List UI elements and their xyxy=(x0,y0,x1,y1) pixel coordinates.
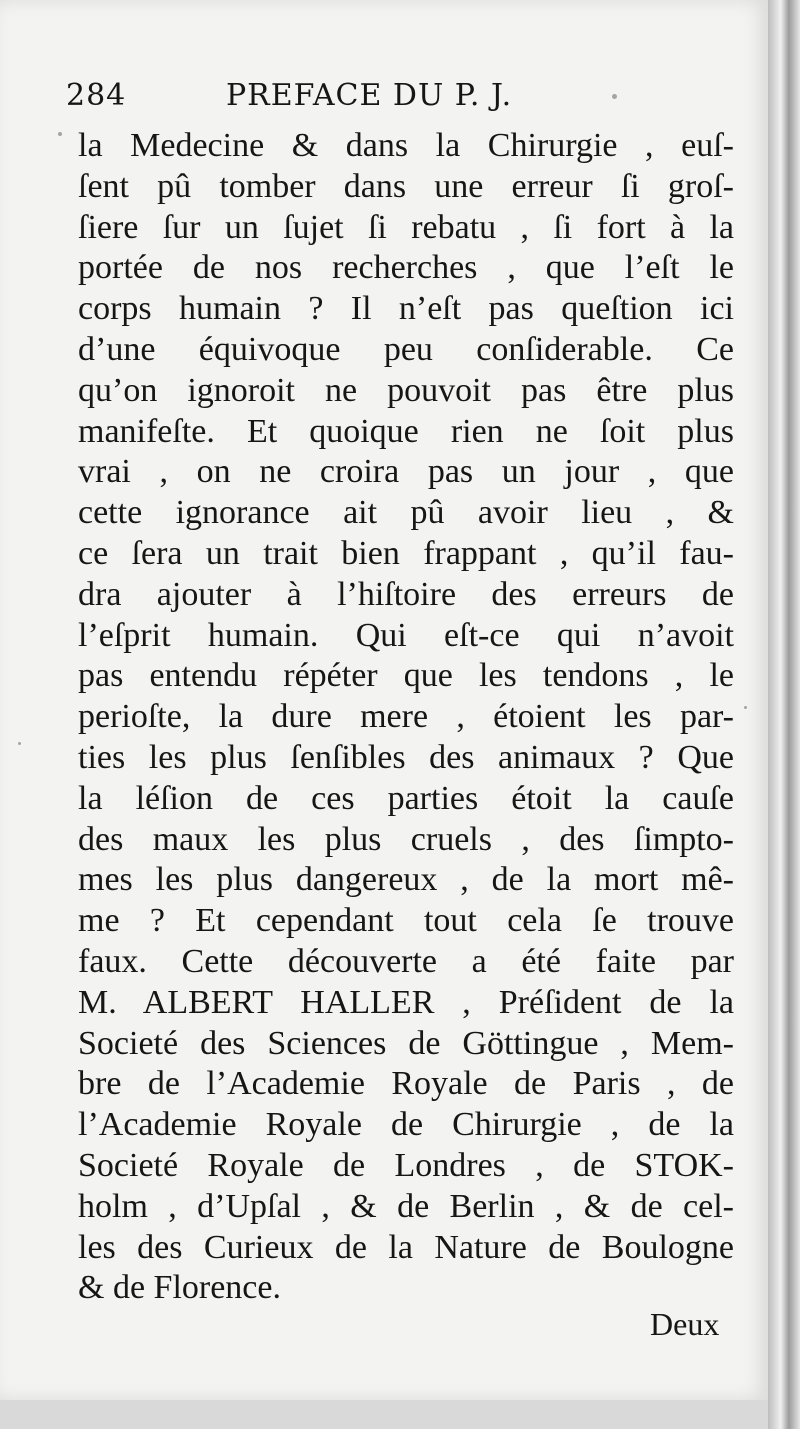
text-line: vrai , on ne croira pas un jour , que xyxy=(78,453,734,491)
text-line: holm , d’Upſal , & de Berlin , & de cel- xyxy=(78,1187,734,1225)
catchword: Deux xyxy=(650,1306,720,1342)
text-line: mes les plus dangereux , de la mort mê- xyxy=(78,861,734,899)
text-line: portée de nos recherches , que l’eſt le xyxy=(78,249,734,287)
text-line: corps humain ? Il n’eſt pas queſtion ici xyxy=(78,290,734,328)
text-line: pas entendu répéter que les tendons , le xyxy=(78,657,734,695)
page-number: 284 xyxy=(66,78,127,113)
book-edge xyxy=(768,0,800,1429)
text-line: ties les plus ſenſibles des animaux ? Que xyxy=(78,738,734,776)
text-line: l’Academie Royale de Chirurgie , de la xyxy=(78,1106,734,1144)
running-title: PREFACE DU P. J. xyxy=(226,78,513,113)
text-line: ſent pû tomber dans une erreur ſi groſ- xyxy=(78,167,734,205)
page-header xyxy=(66,78,512,113)
text-line: Societé des Sciences de Göttingue , Mem- xyxy=(78,1024,734,1062)
text-line: ſiere ſur un ſujet ſi rebatu , ſi fort à la xyxy=(78,208,734,246)
text-line: ce ſera un trait bien frappant , qu’il fau- xyxy=(78,534,734,572)
text-line: Societé Royale de Londres , de STOK- xyxy=(78,1146,734,1184)
text-line: d’une équivoque peu conſiderable. Ce xyxy=(78,330,734,368)
text-line: perioſte, la dure mere , étoient les par- xyxy=(78,698,734,736)
text-line: manifeſte. Et quoique rien ne ſoit plus xyxy=(78,412,734,450)
text-line: me ? Et cependant tout cela ſe trouve xyxy=(78,902,734,940)
text-line: & de Florence. xyxy=(78,1269,281,1307)
text-line: des maux les plus cruels , des ſimpto- xyxy=(78,820,734,858)
ink-speck xyxy=(18,742,21,745)
text-line: faux. Cette découverte a été faite par xyxy=(78,942,734,980)
ink-speck xyxy=(612,94,617,99)
ink-speck xyxy=(744,706,747,709)
text-line: qu’on ignoroit ne pouvoit pas être plus xyxy=(78,371,734,409)
text-line: la Medecine & dans la Chirurgie , euſ- xyxy=(78,127,734,164)
body-text xyxy=(78,126,734,1309)
ink-speck xyxy=(58,132,62,136)
text-line: la léſion de ces parties étoit la cauſe xyxy=(78,779,734,817)
text-line: dra ajouter à l’hiſtoire des erreurs de xyxy=(78,575,734,613)
text-line: bre de l’Academie Royale de Paris , de xyxy=(78,1065,734,1103)
text-line: M. ALBERT HALLER , Préſident de la xyxy=(78,983,734,1021)
text-line: cette ignorance ait pû avoir lieu , & xyxy=(78,494,734,532)
text-line: les des Curieux de la Nature de Boulogne xyxy=(78,1228,734,1266)
text-line: l’eſprit humain. Qui eſt-ce qui n’avoit xyxy=(78,616,734,654)
